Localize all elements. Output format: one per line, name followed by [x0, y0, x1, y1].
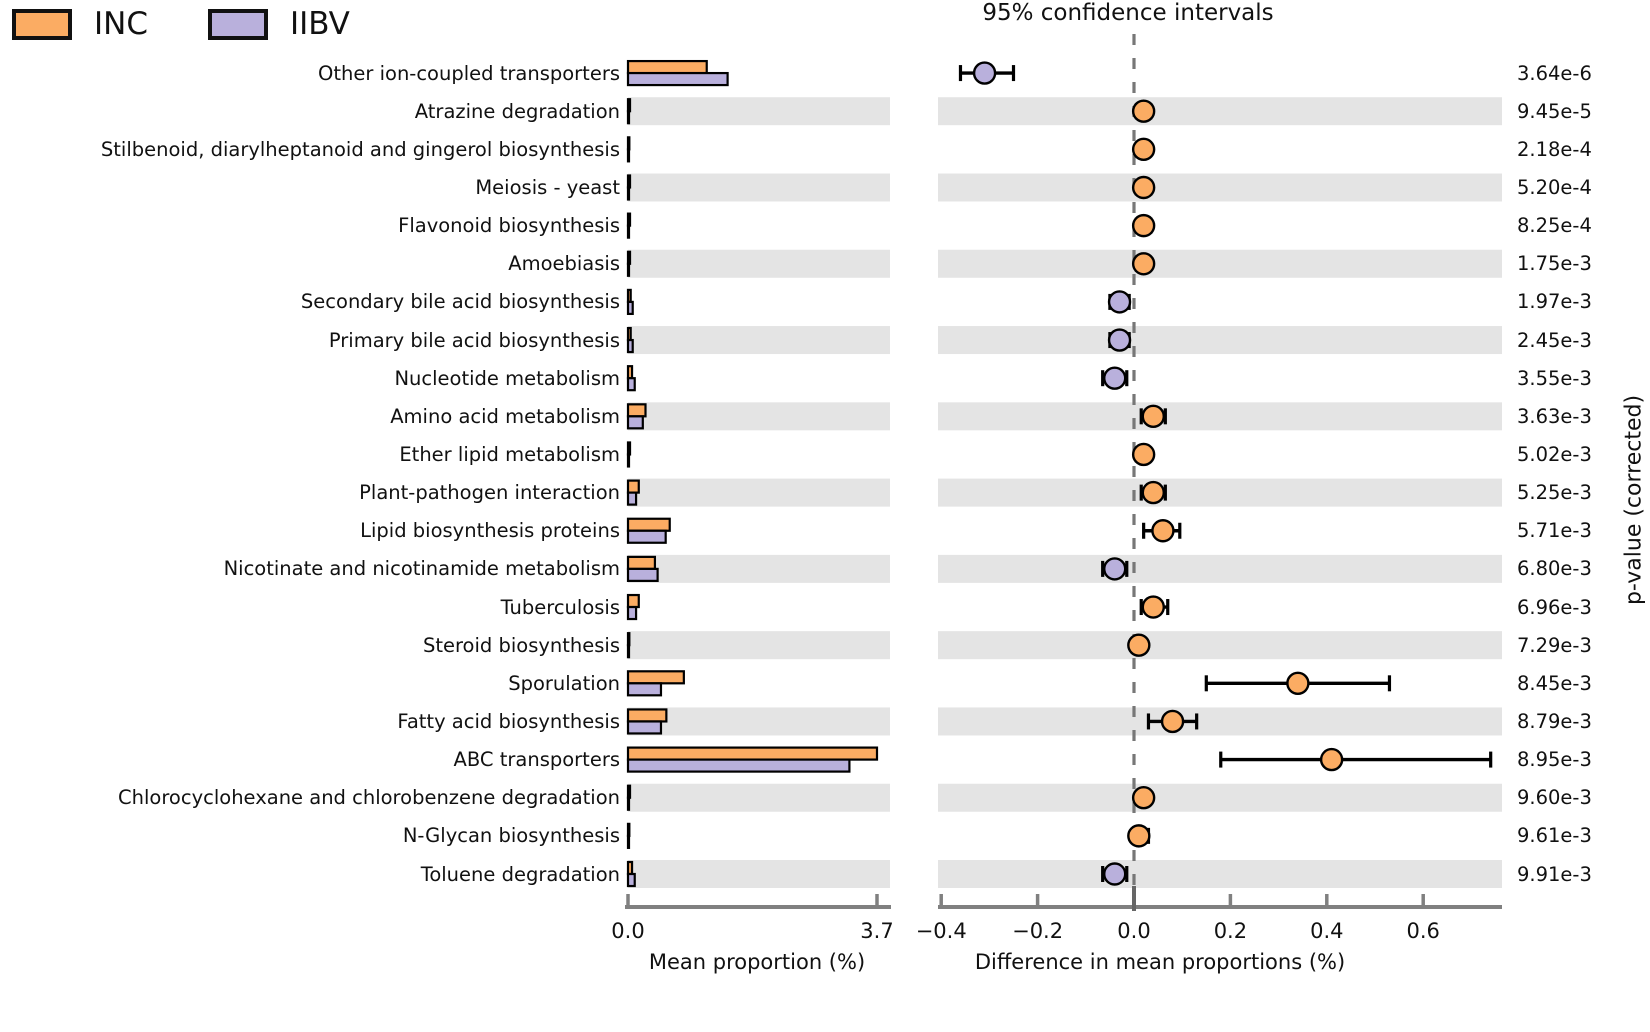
- inc-bar: [628, 671, 684, 683]
- category-label: Meiosis - yeast: [475, 176, 620, 199]
- category-label: Nucleotide metabolism: [394, 366, 620, 390]
- row-band-right: [938, 784, 1502, 812]
- mean-difference-dot: [1143, 406, 1164, 427]
- iibv-bar: [628, 187, 629, 199]
- right-axis-tick-label: 0.6: [1406, 919, 1440, 943]
- mean-difference-dot: [1133, 215, 1154, 236]
- right-axis-tick-label: 0.4: [1310, 919, 1344, 943]
- row-band-right: [938, 631, 1502, 659]
- inc-bar: [628, 595, 639, 607]
- iibv-bar: [628, 607, 636, 619]
- p-value-label: 3.63e-3: [1517, 404, 1592, 428]
- category-label: Secondary bile acid biosynthesis: [300, 290, 620, 314]
- iibv-bar: [628, 874, 635, 886]
- category-label: Ether lipid metabolism: [399, 443, 620, 466]
- iibv-bar: [628, 493, 636, 505]
- category-label: Sporulation: [508, 671, 620, 695]
- p-value-label: 2.18e-4: [1517, 137, 1592, 161]
- iibv-bar: [628, 645, 629, 657]
- row-band-right: [938, 860, 1502, 888]
- inc-bar: [628, 61, 707, 73]
- iibv-bar: [628, 111, 629, 123]
- iibv-bar: [628, 149, 629, 161]
- category-label: Amino acid metabolism: [390, 404, 620, 428]
- right-axis-tick-label: −0.2: [1012, 919, 1064, 943]
- inc-bar: [628, 442, 630, 454]
- p-value-label: 5.02e-3: [1517, 443, 1592, 466]
- inc-bar: [628, 252, 630, 264]
- category-label: ABC transporters: [453, 748, 620, 772]
- right-axis-title: Difference in mean proportions (%): [974, 950, 1346, 974]
- mean-difference-dot: [1133, 444, 1154, 465]
- iibv-bar: [628, 683, 661, 695]
- legend-label-inc: INC: [94, 6, 148, 42]
- iibv-bar: [628, 760, 849, 772]
- mean-difference-dot: [1133, 101, 1154, 122]
- right-y-axis-title: p-value (corrected): [1621, 394, 1647, 606]
- category-label: Atrazine degradation: [414, 99, 620, 123]
- mean-difference-dot: [1133, 253, 1154, 274]
- p-value-label: 9.61e-3: [1517, 824, 1592, 848]
- row-band-right: [938, 402, 1502, 430]
- row-band-right: [938, 97, 1502, 125]
- inc-bar: [628, 557, 655, 569]
- right-axis-tick-label: −0.4: [915, 919, 967, 943]
- p-value-label: 5.20e-4: [1517, 176, 1592, 199]
- row-band-left: [628, 402, 890, 430]
- inc-bar: [628, 290, 631, 302]
- row-band-right: [938, 479, 1502, 507]
- mean-difference-dot: [1152, 520, 1173, 541]
- mean-difference-dot: [1143, 597, 1164, 618]
- iibv-bar: [628, 569, 658, 581]
- right-axis-tick-label: 0.2: [1213, 919, 1248, 943]
- p-value-label: 8.25e-4: [1517, 214, 1592, 238]
- category-label: Primary bile acid biosynthesis: [328, 328, 620, 352]
- p-value-label: 3.55e-3: [1517, 366, 1592, 390]
- inc-bar: [628, 709, 666, 721]
- row-band-right: [938, 555, 1502, 583]
- iibv-bar: [628, 798, 629, 810]
- mean-difference-dot: [1133, 177, 1154, 198]
- iibv-bar: [628, 454, 629, 466]
- row-band-right: [938, 173, 1502, 201]
- category-label: Tuberculosis: [500, 595, 620, 619]
- right-axis-tick-label: 0.0: [1117, 919, 1151, 943]
- category-label: Flavonoid biosynthesis: [398, 214, 620, 238]
- row-band-right: [938, 707, 1502, 735]
- p-value-label: 6.80e-3: [1517, 557, 1592, 581]
- row-band-right: [938, 250, 1502, 278]
- iibv-bar: [628, 264, 629, 276]
- mean-difference-dot: [1104, 558, 1125, 579]
- legend-label-iibv: IIBV: [289, 6, 350, 42]
- iibv-bar: [628, 416, 643, 428]
- mean-difference-dot: [1143, 482, 1164, 503]
- p-value-label: 1.97e-3: [1517, 290, 1592, 314]
- legend-item-iibv: [208, 6, 350, 42]
- inc-bar: [628, 366, 632, 378]
- row-band-left: [628, 173, 890, 201]
- inc-bar: [628, 137, 629, 149]
- iibv-bar: [628, 226, 629, 238]
- p-value-label: 6.96e-3: [1517, 595, 1592, 619]
- mean-difference-dot: [1287, 673, 1308, 694]
- category-label: Nicotinate and nicotinamide metabolism: [223, 557, 620, 581]
- iibv-bar: [628, 378, 635, 390]
- mean-difference-dot: [1162, 711, 1183, 732]
- inc-bar: [628, 214, 630, 226]
- inc-bar: [628, 748, 877, 760]
- p-value-label: 5.71e-3: [1517, 519, 1592, 543]
- mean-difference-dot: [1109, 330, 1130, 351]
- row-band-left: [628, 250, 890, 278]
- category-label: Fatty acid biosynthesis: [397, 710, 620, 733]
- p-value-label: 1.75e-3: [1517, 252, 1592, 276]
- p-value-label: 5.25e-3: [1517, 481, 1592, 505]
- p-value-label: 7.29e-3: [1517, 633, 1592, 657]
- category-label: Amoebiasis: [508, 252, 620, 276]
- inc-swatch-icon: [12, 9, 72, 40]
- category-label: Steroid biosynthesis: [422, 633, 620, 657]
- mean-difference-dot: [1128, 825, 1149, 846]
- inc-bar: [628, 404, 645, 416]
- mean-difference-dot: [1109, 291, 1130, 312]
- p-value-label: 8.45e-3: [1517, 671, 1592, 695]
- mean-difference-dot: [1321, 749, 1342, 770]
- left-axis-tick-label: 0.0: [611, 919, 645, 943]
- p-value-label: 8.79e-3: [1517, 710, 1592, 733]
- inc-bar: [628, 786, 630, 798]
- category-label: N-Glycan biosynthesis: [402, 824, 620, 848]
- legend: [12, 6, 350, 42]
- p-value-label: 9.60e-3: [1517, 786, 1592, 810]
- iibv-bar: [628, 302, 633, 314]
- category-label: Plant-pathogen interaction: [359, 481, 620, 505]
- row-band-left: [628, 631, 890, 659]
- row-band-left: [628, 326, 890, 354]
- inc-bar: [628, 328, 631, 340]
- inc-bar: [628, 481, 639, 493]
- p-value-label: 9.91e-3: [1517, 862, 1592, 886]
- mean-difference-dot: [1104, 368, 1125, 389]
- inc-bar: [628, 862, 632, 874]
- mean-difference-dot: [1128, 635, 1149, 656]
- mean-difference-dot: [1133, 139, 1154, 160]
- row-band-left: [628, 479, 890, 507]
- inc-bar: [628, 633, 629, 645]
- left-axis-title: Mean proportion (%): [648, 950, 866, 974]
- p-value-label: 8.95e-3: [1517, 748, 1592, 772]
- p-value-label: 9.45e-5: [1517, 99, 1592, 123]
- category-label: Other ion-coupled transporters: [318, 61, 620, 85]
- mean-difference-dot: [974, 63, 995, 84]
- iibv-bar: [628, 340, 633, 352]
- row-band-right: [938, 326, 1502, 354]
- category-label: Chlorocyclohexane and chlorobenzene degradation: [118, 786, 620, 810]
- category-label: Toluene degradation: [420, 862, 620, 886]
- iibv-bar: [628, 836, 629, 848]
- iibv-bar: [628, 721, 661, 733]
- legend-item-inc: [12, 6, 148, 42]
- iibv-bar: [628, 531, 666, 543]
- inc-bar: [628, 519, 670, 531]
- category-label: Lipid biosynthesis proteins: [360, 519, 620, 543]
- mean-difference-dot: [1104, 864, 1125, 885]
- row-band-left: [628, 860, 890, 888]
- iibv-swatch-icon: [208, 9, 268, 40]
- chart-title: 95% confidence intervals: [982, 0, 1274, 26]
- category-label: Stilbenoid, diarylheptanoid and gingerol biosynthesis: [100, 137, 620, 161]
- inc-bar: [628, 824, 629, 836]
- row-band-left: [628, 784, 890, 812]
- p-value-label: 3.64e-6: [1517, 61, 1592, 85]
- iibv-bar: [628, 73, 728, 85]
- left-axis-tick-label: 3.7: [860, 919, 894, 943]
- row-band-left: [628, 555, 890, 583]
- mean-difference-dot: [1133, 787, 1154, 808]
- inc-bar: [628, 99, 630, 111]
- inc-bar: [628, 175, 630, 187]
- row-band-left: [628, 97, 890, 125]
- p-value-label: 2.45e-3: [1517, 328, 1592, 352]
